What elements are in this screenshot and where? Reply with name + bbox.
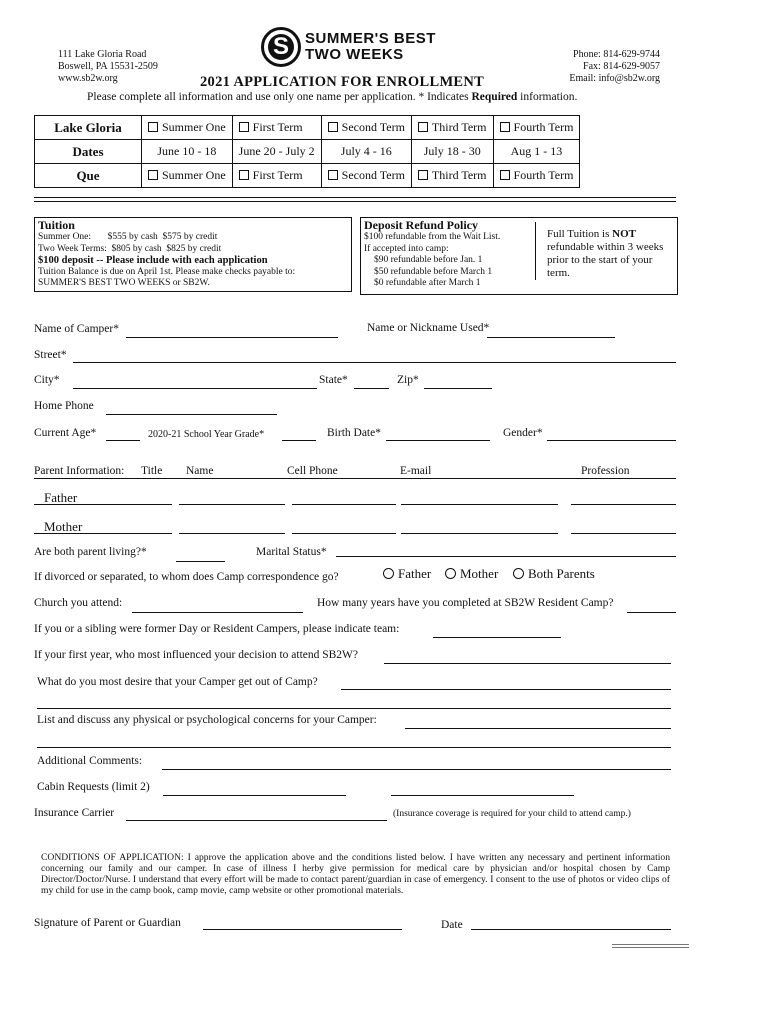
email: Email: info@sb2w.org <box>569 73 660 84</box>
fax: Fax: 814-629-9057 <box>583 61 660 72</box>
col-email: E-mail <box>400 465 432 477</box>
deposit-line: $100 deposit -- Please include with each application <box>38 255 268 266</box>
city-label: City* <box>34 374 60 386</box>
city-field[interactable] <box>73 388 317 389</box>
checkbox-icon <box>328 122 338 132</box>
signature-label: Signature of Parent or Guardian <box>34 917 181 929</box>
sibling-field[interactable] <box>433 637 561 638</box>
concerns-field-2[interactable] <box>37 747 671 748</box>
row-header-lake-gloria: Lake Gloria <box>35 116 142 140</box>
cabin-label: Cabin Requests (limit 2) <box>37 781 150 793</box>
tuition-line: SUMMER'S BEST TWO WEEKS or SB2W. <box>38 278 210 288</box>
term-checkbox-fourth[interactable]: Fourth Term <box>493 116 580 140</box>
radio-icon <box>445 568 456 579</box>
desire-label: What do you most desire that your Camper get out of Camp? <box>37 676 318 688</box>
mother-profession-field[interactable] <box>571 533 676 534</box>
que-checkbox-first[interactable]: First Term <box>232 164 321 188</box>
marital-status-field[interactable] <box>336 556 676 557</box>
que-checkbox-third[interactable]: Third Term <box>411 164 493 188</box>
father-title-field[interactable] <box>34 504 172 505</box>
date-cell: Aug 1 - 13 <box>493 140 580 164</box>
state-label: State* <box>319 374 348 386</box>
mother-cell-field[interactable] <box>292 533 396 534</box>
father-name-field[interactable] <box>179 504 285 505</box>
correspondence-label: If divorced or separated, to whom does Camp correspondence go? <box>34 571 339 583</box>
col-profession: Profession <box>581 465 630 477</box>
term-checkbox-summer-one[interactable]: Summer One <box>142 116 233 140</box>
signature-field[interactable] <box>203 929 402 930</box>
terms-table <box>34 115 580 188</box>
refund-note: Full Tuition is NOT refundable within 3 weeks prior to the start of your term. <box>547 228 664 279</box>
date-cell: July 18 - 30 <box>411 140 493 164</box>
grade-label: 2020-21 School Year Grade* <box>148 429 265 440</box>
refund-line: $100 refundable from the Wait List. <box>364 232 501 242</box>
comments-label: Additional Comments: <box>37 755 143 767</box>
tuition-box <box>34 217 352 292</box>
col-title: Title <box>141 465 163 477</box>
influence-label: If your first year, who most influenced your decision to attend SB2W? <box>34 649 359 661</box>
mother-email-field[interactable] <box>401 533 558 534</box>
father-email-field[interactable] <box>401 504 558 505</box>
logo <box>261 27 461 73</box>
zip-field[interactable] <box>424 388 492 389</box>
father-cell-field[interactable] <box>292 504 396 505</box>
phone: Phone: 814-629-9744 <box>573 49 660 60</box>
instructions: Please complete all information and use only one name per application. * Indicates Required information. <box>87 91 578 103</box>
home-phone-label: Home Phone <box>34 400 94 412</box>
tuition-line: Tuition Balance is due on April 1st. Please make checks payable to: <box>38 266 296 277</box>
tuition-line: Two Week Terms: $805 by cash $825 by credit <box>38 243 222 254</box>
que-checkbox-summer-one[interactable]: Summer One <box>142 164 233 188</box>
years-field[interactable] <box>627 612 676 613</box>
checkbox-icon <box>239 122 249 132</box>
grade-field[interactable] <box>282 440 316 441</box>
footer-rule <box>612 944 689 945</box>
divider <box>34 201 676 202</box>
insurance-note: (Insurance coverage is required for your child to attend camp.) <box>393 809 631 819</box>
mother-label: Mother <box>44 519 83 534</box>
radio-icon <box>513 568 524 579</box>
address-block <box>58 49 158 85</box>
church-field[interactable] <box>132 612 303 613</box>
zip-label: Zip* <box>397 374 419 386</box>
date-field[interactable] <box>471 929 671 930</box>
parent-info-label: Parent Information: <box>34 465 125 477</box>
checkbox-icon <box>148 170 158 180</box>
gender-label: Gender* <box>503 427 543 439</box>
birth-date-label: Birth Date* <box>327 427 381 439</box>
correspondence-mother-option[interactable]: Mother <box>445 566 498 582</box>
col-name: Name <box>186 465 214 477</box>
term-checkbox-second[interactable]: Second Term <box>321 116 411 140</box>
comments-field[interactable] <box>162 769 671 770</box>
father-profession-field[interactable] <box>571 504 676 505</box>
cabin-request-2-field[interactable] <box>391 795 574 796</box>
parents-living-field[interactable] <box>176 561 225 562</box>
date-cell: June 20 - July 2 <box>232 140 321 164</box>
nickname-field[interactable] <box>487 337 615 338</box>
current-age-field[interactable] <box>106 440 140 441</box>
row-header-dates: Dates <box>35 140 142 164</box>
gender-field[interactable] <box>547 440 676 441</box>
checkbox-icon <box>500 122 510 132</box>
parents-living-label: Are both parent living?* <box>34 546 147 558</box>
date-cell: June 10 - 18 <box>142 140 233 164</box>
refund-line: $0 refundable after March 1 <box>374 278 481 288</box>
date-cell: July 4 - 16 <box>321 140 411 164</box>
logo-emblem <box>261 27 301 67</box>
camper-name-field[interactable] <box>126 337 338 338</box>
checkbox-icon <box>418 170 428 180</box>
church-label: Church you attend: <box>34 597 123 609</box>
tuition-heading: Tuition <box>38 218 75 232</box>
checkbox-icon <box>148 122 158 132</box>
conditions-text: CONDITIONS OF APPLICATION: I approve the application above and the conditions listed below. I have written any necessary and pertinent information concerning our family and our camper. In case of illness I herby give permission for medical care by physician and/or hospital chosen by Camp Director/Doctor/Nurse. I understand that every effort will be made to contact parent/guardian in case of emergency. I consent to the use of photos or video clips of my child for use in the camp book, camp movie, camp website or other promotional materials. <box>41 852 670 896</box>
parent-header-rule <box>34 478 676 479</box>
divider <box>34 197 676 198</box>
row-header-que: Que <box>35 164 142 188</box>
checkbox-icon <box>418 122 428 132</box>
sibling-label: If you or a sibling were former Day or Resident Campers, please indicate team: <box>34 623 400 635</box>
term-checkbox-first[interactable]: First Term <box>232 116 321 140</box>
checkbox-icon <box>328 170 338 180</box>
insurance-field[interactable] <box>126 820 387 821</box>
desire-field-2[interactable] <box>37 708 671 709</box>
correspondence-both-option[interactable]: Both Parents <box>513 566 595 582</box>
birth-date-field[interactable] <box>386 440 490 441</box>
marital-status-label: Marital Status* <box>256 546 327 558</box>
tuition-line: Summer One: $555 by cash $575 by credit <box>38 232 218 242</box>
website: www.sb2w.org <box>58 73 118 84</box>
refund-line: $90 refundable before Jan. 1 <box>374 255 483 265</box>
home-phone-field[interactable] <box>106 414 277 415</box>
mother-title-field[interactable] <box>34 533 172 534</box>
desire-field[interactable] <box>341 689 671 690</box>
contact-block <box>569 49 660 85</box>
street-label: Street* <box>34 349 67 361</box>
father-label: Father <box>44 490 78 505</box>
address-line: Boswell, PA 15531-2509 <box>58 61 158 72</box>
refund-heading: Deposit Refund Policy <box>364 218 478 232</box>
logo-letter: S <box>272 33 289 60</box>
footer-rule <box>612 947 689 948</box>
refund-line: If accepted into camp: <box>364 243 449 254</box>
checkbox-icon <box>500 170 510 180</box>
address-line: 111 Lake Gloria Road <box>58 49 147 60</box>
correspondence-father-option[interactable]: Father <box>383 566 431 582</box>
logo-text-1: SUMMER'S BEST <box>305 30 436 47</box>
term-checkbox-third[interactable]: Third Term <box>411 116 493 140</box>
logo-text-2: TWO WEEKS <box>305 46 404 63</box>
radio-icon <box>383 568 394 579</box>
refund-separator <box>535 222 536 280</box>
current-age-label: Current Age* <box>34 427 97 439</box>
refund-line: $50 refundable before March 1 <box>374 266 493 277</box>
cabin-request-1-field[interactable] <box>163 795 346 796</box>
refund-box <box>360 217 678 295</box>
state-field[interactable] <box>354 388 389 389</box>
checkbox-icon <box>239 170 249 180</box>
years-label: How many years have you completed at SB2W Resident Camp? <box>317 597 614 609</box>
camper-name-label: Name of Camper* <box>34 323 119 335</box>
concerns-field[interactable] <box>405 728 671 729</box>
col-cell-phone: Cell Phone <box>287 465 338 477</box>
form-title: 2021 APPLICATION FOR ENROLLMENT <box>200 74 485 90</box>
insurance-label: Insurance Carrier <box>34 807 115 819</box>
nickname-label: Name or Nickname Used* <box>367 322 490 334</box>
date-label: Date <box>441 919 463 931</box>
concerns-label: List and discuss any physical or psychological concerns for your Camper: <box>37 714 377 726</box>
influence-field[interactable] <box>384 663 671 664</box>
que-checkbox-fourth[interactable]: Fourth Term <box>493 164 580 188</box>
street-field[interactable] <box>73 362 676 363</box>
que-checkbox-second[interactable]: Second Term <box>321 164 411 188</box>
mother-name-field[interactable] <box>179 533 285 534</box>
